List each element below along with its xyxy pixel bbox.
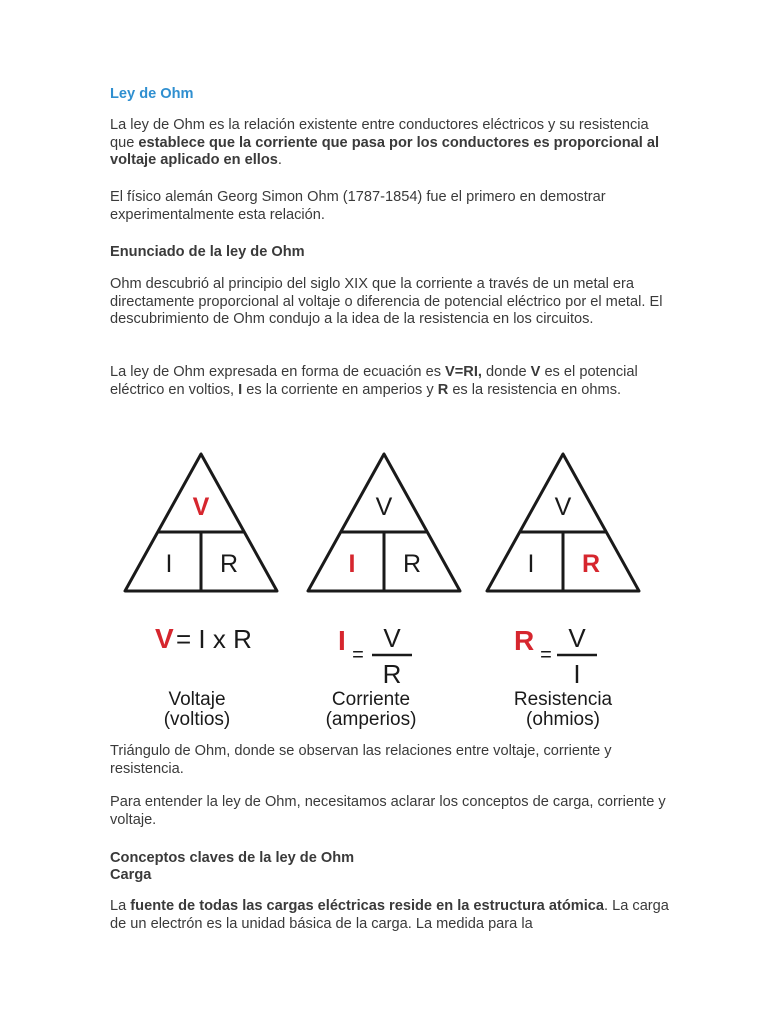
quantity-unit: (ohmios): [526, 709, 600, 730]
triangle-label-top: V: [375, 493, 393, 521]
text-run: La: [110, 898, 131, 914]
text-run: donde: [481, 364, 531, 380]
bold-text-run: establece que la corriente que pasa por los conductores es proporcional al voltaje aplicado en ellos: [110, 134, 660, 168]
triangle-label-left: I: [348, 550, 356, 578]
triangle-label-right: R: [581, 550, 601, 578]
triangle-label-top: V: [192, 493, 210, 521]
triangle-label-left: I: [527, 550, 535, 578]
bold-text-run: R: [437, 381, 449, 398]
bold-text-run: V=RI,: [445, 364, 482, 380]
text-run: es la corriente en amperios y: [242, 381, 438, 398]
bold-text-run: I: [238, 381, 243, 398]
text-run: La ley de Ohm es la relación existente entre conductores eléctricos y su resistencia que: [110, 117, 649, 151]
ohm-triangle-diagram: [0, 440, 768, 740]
bold-text-run: V: [530, 364, 541, 380]
formula-equals: =: [352, 644, 364, 666]
paragraph-ohm-bio: El físico alemán Georg Simon Ohm (1787-1854) fue el primero en demostrar experimentalmente esta relación.: [110, 189, 606, 223]
formula-lhs: R: [514, 625, 535, 656]
triangle-label-top: V: [554, 493, 572, 521]
quantity-unit: (voltios): [163, 709, 231, 730]
paragraph-definition: [110, 117, 670, 170]
paragraph-discovery: Ohm descubrió al principio del siglo XIX que la corriente a través de un metal era directamente proporcional al voltaje o diferencia de potencial eléctrico por el metal. El descubrimiento de Ohm condujo a la idea de la resistencia en los circuitos.: [110, 276, 663, 327]
triangle-label-left: I: [165, 550, 173, 578]
text-run: . La carga de un electrón es la unidad básica de la carga. La medida para la: [110, 898, 669, 932]
formula-lhs: V: [155, 623, 174, 654]
article-title: Ley de Ohm: [110, 86, 194, 102]
heading-conceptos: Conceptos claves de la ley de Ohm: [110, 850, 355, 866]
formula-numerator: V: [383, 623, 401, 653]
triangle-label-right: R: [402, 550, 422, 578]
heading-carga: Carga: [110, 867, 152, 883]
formula-lhs: I: [338, 625, 346, 656]
quantity-name: Resistencia: [513, 689, 613, 710]
paragraph-caption: Triángulo de Ohm, donde se observan las relaciones entre voltaje, corriente y resistencia.: [110, 743, 612, 777]
heading-enunciado: Enunciado de la ley de Ohm: [110, 244, 305, 260]
formula-denominator: I: [573, 659, 581, 689]
formula-rest: = I x R: [176, 624, 252, 654]
text-run: es el potencial eléctrico en voltios,: [110, 364, 638, 398]
text-run: es la resistencia en ohms.: [448, 381, 622, 398]
text-run: .: [277, 152, 282, 168]
quantity-unit: (amperios): [325, 709, 417, 730]
paragraph-concepts-intro: Para entender la ley de Ohm, necesitamos aclarar los conceptos de carga, corriente y voltaje.: [110, 794, 666, 828]
paragraph-carga: [110, 898, 670, 933]
formula-equals: =: [540, 644, 552, 666]
quantity-name: Corriente: [331, 689, 411, 710]
quantity-name: Voltaje: [168, 689, 226, 710]
paragraph-equation: [110, 364, 670, 399]
formula-denominator: R: [382, 659, 402, 689]
bold-text-run: fuente de todas las cargas eléctricas reside en la estructura atómica: [130, 898, 604, 914]
text-run: La ley de Ohm expresada en forma de ecuación es: [110, 364, 446, 380]
triangle-label-right: R: [219, 550, 239, 578]
formula-numerator: V: [568, 623, 586, 653]
